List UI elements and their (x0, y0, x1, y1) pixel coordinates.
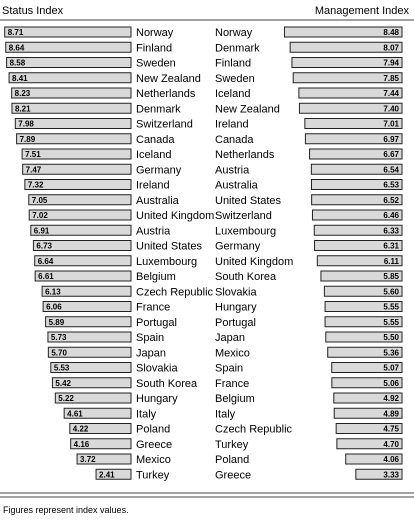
management-country-label: United Kingdom (215, 255, 294, 268)
status-country-label: Greece (136, 438, 173, 451)
management-country-label: Hungary (215, 301, 257, 314)
status-country-label: Canada (136, 133, 175, 146)
status-value-label: 6.06 (46, 302, 62, 312)
status-country-label: Czech Republic (136, 286, 214, 299)
status-country-label: Germany (136, 164, 182, 177)
status-bar (5, 27, 131, 37)
management-country-label: South Korea (215, 271, 277, 283)
status-country-label: Hungary (136, 393, 178, 405)
status-value-label: 2.41 (99, 470, 115, 480)
status-bar (6, 42, 131, 52)
management-country-label: Mexico (215, 347, 250, 360)
status-country-label: Poland (136, 423, 171, 436)
management-country-label: Slovakia (215, 286, 257, 299)
management-index-title: Management Index (314, 5, 409, 17)
status-country-label: Luxembourg (136, 255, 198, 268)
status-bar (7, 58, 131, 68)
management-value-label: 7.01 (383, 119, 399, 129)
management-country-label: New Zealand (215, 103, 280, 116)
status-value-label: 5.22 (58, 394, 74, 403)
management-country-label: Czech Republic (215, 423, 293, 436)
footnote: Figures represent index values. (3, 505, 129, 515)
management-country-label: Ireland (215, 118, 249, 131)
status-value-label: 7.89 (19, 134, 36, 144)
status-value-label: 7.98 (18, 119, 34, 129)
management-value-label: 5.06 (383, 378, 399, 388)
management-value-label: 8.48 (383, 28, 399, 37)
status-value-label: 7.47 (25, 165, 42, 175)
status-country-label: New Zealand (136, 72, 201, 85)
status-value-label: 5.89 (48, 317, 65, 327)
management-value-label: 6.97 (383, 134, 399, 144)
management-country-label: Sweden (215, 72, 255, 85)
status-value-label: 3.72 (80, 455, 96, 464)
status-country-label: Denmark (136, 103, 181, 116)
status-country-label: Australia (136, 194, 179, 207)
status-country-label: South Korea (136, 377, 198, 390)
management-value-label: 4.70 (383, 439, 399, 449)
management-value-label: 6.31 (383, 241, 399, 251)
management-value-label: 5.36 (383, 348, 399, 358)
management-country-label: United States (215, 194, 282, 207)
management-value-label: 6.53 (383, 180, 399, 190)
management-value-label: 7.94 (383, 58, 399, 68)
management-country-label: Portugal (215, 316, 256, 329)
status-value-label: 6.64 (37, 256, 54, 266)
status-value-label: 8.71 (7, 28, 24, 37)
status-country-label: Norway (136, 27, 174, 39)
status-country-label: Italy (136, 408, 157, 421)
management-country-label: Italy (215, 408, 236, 421)
status-value-label: 8.58 (9, 58, 26, 68)
management-country-label: Poland (215, 454, 250, 466)
status-value-label: 8.41 (12, 73, 28, 83)
status-value-label: 7.05 (31, 195, 48, 205)
status-country-label: Portugal (136, 316, 177, 329)
status-country-label: United Kingdom (136, 210, 215, 222)
management-country-label: Norway (215, 27, 253, 39)
status-country-label: Iceland (136, 149, 172, 161)
management-value-label: 4.89 (383, 409, 399, 419)
management-value-label: 3.33 (383, 470, 399, 480)
status-country-label: Turkey (136, 469, 170, 482)
status-value-label: 5.70 (51, 348, 67, 358)
management-value-label: 7.44 (383, 89, 399, 98)
management-country-label: Greece (215, 469, 252, 482)
management-value-label: 4.92 (383, 394, 399, 403)
status-country-label: Spain (136, 332, 165, 344)
management-country-label: Australia (215, 179, 258, 192)
management-value-label: 6.52 (383, 195, 399, 205)
status-value-label: 6.61 (38, 272, 54, 281)
status-country-label: Belgium (136, 271, 176, 283)
status-country-label: Japan (136, 347, 166, 360)
management-value-label: 5.55 (383, 302, 399, 312)
management-country-label: Turkey (215, 438, 249, 451)
status-value-label: 7.32 (27, 180, 44, 190)
status-index-title: Status Index (2, 5, 64, 17)
status-value-label: 8.64 (8, 43, 25, 53)
status-value-label: 6.13 (45, 287, 61, 297)
status-country-label: Switzerland (136, 118, 193, 131)
management-country-label: Iceland (215, 88, 251, 100)
management-country-label: Luxembourg (215, 225, 277, 238)
management-value-label: 5.50 (383, 333, 399, 342)
status-value-label: 8.21 (14, 104, 31, 114)
status-value-label: 4.16 (73, 439, 90, 449)
management-country-label: Switzerland (215, 210, 272, 222)
management-value-label: 6.11 (383, 256, 399, 266)
management-value-label: 4.75 (383, 424, 399, 434)
status-country-label: France (136, 301, 171, 314)
management-value-label: 8.07 (383, 43, 399, 53)
status-value-label: 8.23 (14, 89, 31, 98)
management-country-label: Netherlands (215, 149, 275, 161)
management-value-label: 6.33 (383, 226, 399, 236)
management-country-label: Belgium (215, 393, 255, 405)
status-value-label: 7.02 (32, 211, 48, 220)
management-country-label: Austria (215, 164, 250, 177)
management-country-label: Germany (215, 240, 261, 253)
management-value-label: 6.54 (383, 165, 399, 175)
status-country-label: Finland (136, 42, 173, 55)
status-value-label: 4.22 (72, 424, 89, 434)
management-index-panel (215, 27, 402, 481)
management-value-label: 5.07 (383, 363, 399, 373)
status-value-label: 5.73 (50, 333, 67, 342)
management-value-label: 6.67 (383, 150, 399, 159)
status-country-label: Mexico (136, 454, 171, 466)
management-country-label: Canada (215, 133, 254, 146)
management-value-label: 4.06 (383, 455, 399, 464)
status-country-label: Ireland (136, 179, 170, 192)
status-country-label: United States (136, 240, 203, 253)
management-value-label: 5.60 (383, 287, 399, 297)
management-country-label: Finland (215, 57, 252, 70)
management-value-label: 5.55 (383, 317, 399, 327)
management-country-label: Denmark (215, 42, 260, 55)
status-value-label: 7.51 (25, 150, 41, 159)
status-country-label: Sweden (136, 57, 176, 70)
status-value-label: 6.73 (36, 241, 52, 251)
management-value-label: 6.46 (383, 211, 399, 220)
management-value-label: 7.85 (383, 73, 399, 83)
management-country-label: Japan (215, 332, 245, 344)
status-value-label: 5.42 (55, 378, 71, 388)
status-country-label: Austria (136, 225, 171, 238)
management-country-label: Spain (215, 362, 244, 375)
management-value-label: 5.85 (383, 272, 399, 281)
management-country-label: France (215, 377, 250, 390)
status-country-label: Netherlands (136, 88, 196, 100)
status-value-label: 4.61 (67, 409, 83, 419)
status-country-label: Slovakia (136, 362, 178, 375)
status-value-label: 6.91 (33, 226, 50, 236)
status-value-label: 5.53 (53, 363, 70, 373)
status-index-panel (5, 27, 215, 481)
management-value-label: 7.40 (383, 104, 399, 114)
